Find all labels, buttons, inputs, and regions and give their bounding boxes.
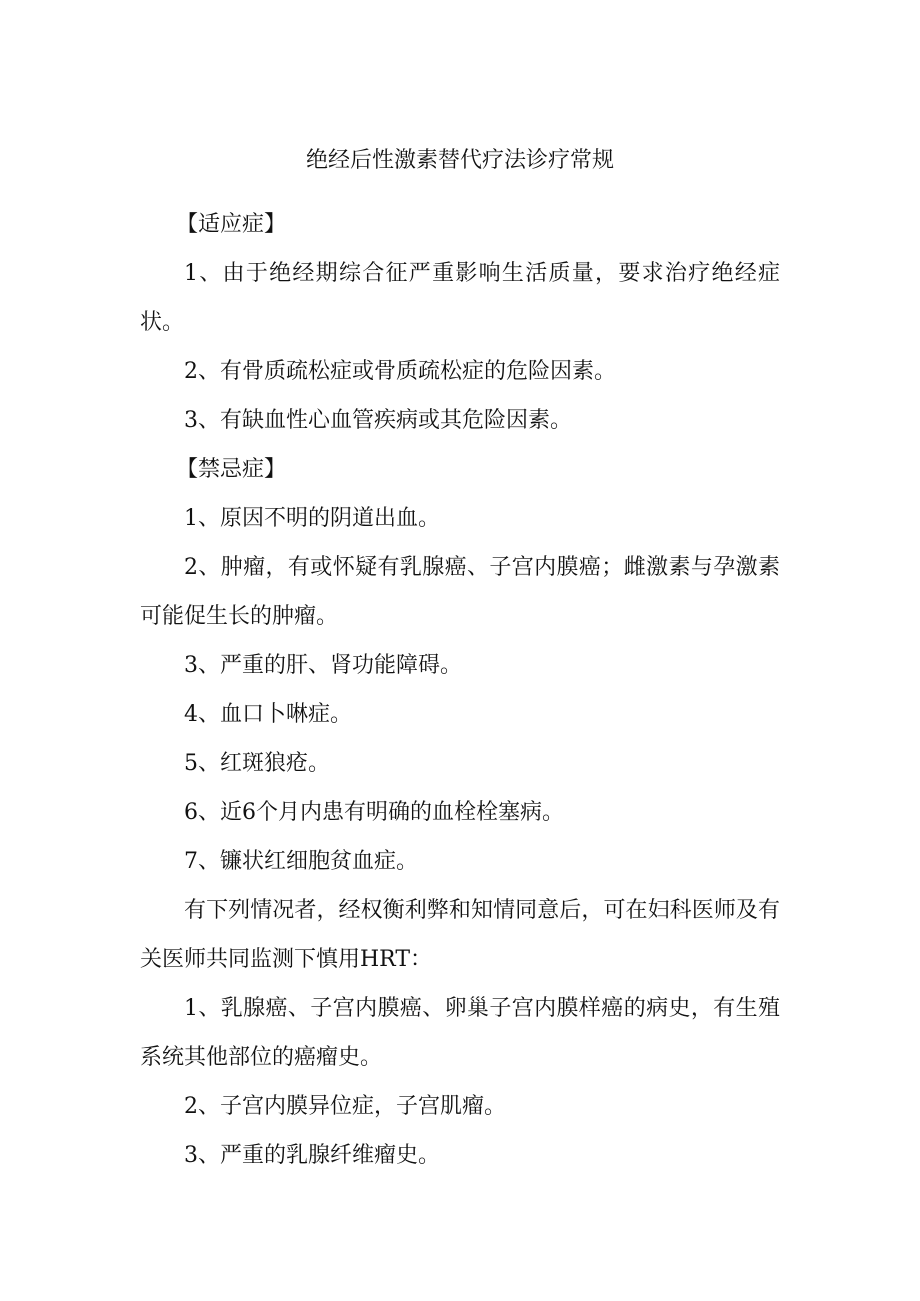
section-heading-contraindications: 【禁忌症】	[176, 457, 287, 482]
paragraph: 3、严重的乳腺纤维瘤史。	[184, 1143, 440, 1168]
paragraph: 1、乳腺癌、子宫内膜癌、卵巢子宫内膜样癌的病史，有生殖系统其他部位的癌瘤史。	[140, 996, 780, 1070]
paragraph: 2、有骨质疏松症或骨质疏松症的危险因素。	[184, 359, 616, 384]
paragraph: 3、严重的肝、肾功能障碍。	[184, 653, 462, 678]
paragraph: 4、血口卜啉症。	[184, 702, 352, 727]
document-title: 绝经后性激素替代疗法诊疗常规	[305, 148, 614, 173]
document-body	[140, 200, 780, 1180]
section-heading-indications: 【适应症】	[176, 212, 287, 237]
paragraph: 2、肿瘤，有或怀疑有乳腺癌、子宫内膜癌；雌激素与孕激素可能促生长的肿瘤。	[140, 555, 780, 629]
paragraph: 2、子宫内膜异位症，子宫肌瘤。	[184, 1094, 506, 1119]
paragraph: 1、原因不明的阴道出血。	[184, 506, 440, 531]
paragraph: 有下列情况者，经权衡利弊和知情同意后，可在妇科医师及有关医师共同监测下慎用HRT：	[140, 898, 780, 972]
paragraph: 5、红斑狼疮。	[184, 751, 330, 776]
paragraph: 1、由于绝经期综合征严重影响生活质量，要求治疗绝经症状。	[140, 261, 780, 335]
paragraph: 3、有缺血性心血管疾病或其危险因素。	[184, 408, 572, 433]
paragraph: 7、镰状红细胞贫血症。	[184, 849, 418, 874]
paragraph: 6、近6个月内患有明确的血栓栓塞病。	[184, 800, 564, 825]
